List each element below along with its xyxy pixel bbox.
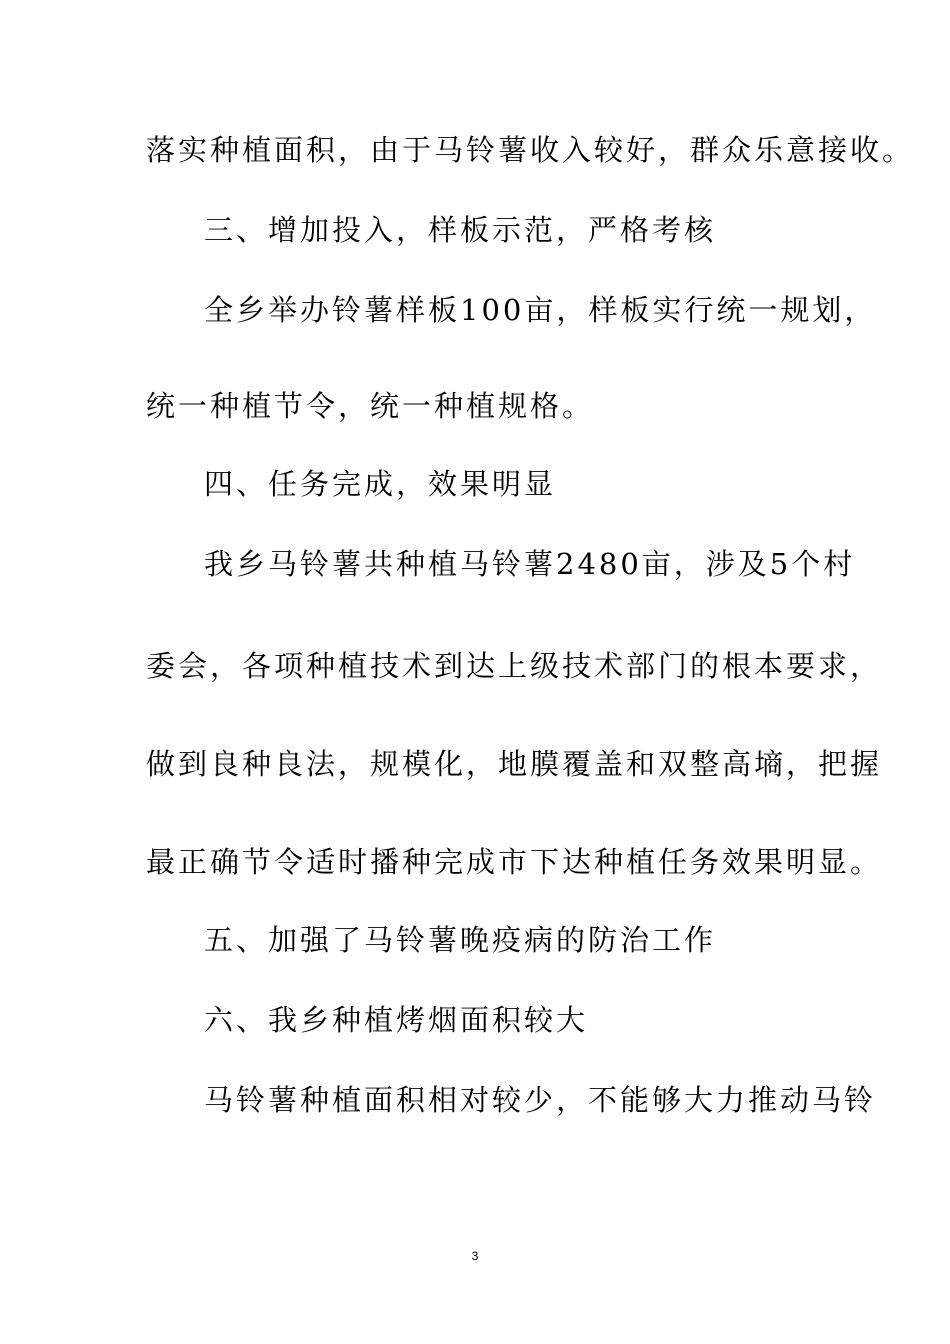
text-line: 我乡马铃薯共种植马铃薯2480亩，涉及5个村: [204, 547, 856, 581]
page-number: 3: [471, 1249, 479, 1263]
text-line: 最正确节令适时播种完成市下达种植任务效果明显。: [146, 845, 883, 879]
text-line: 做到良种良法，规模化，地膜覆盖和双整高墒，把握: [146, 747, 883, 781]
text-line: 马铃薯种植面积相对较少，不能够大力推动马铃: [204, 1083, 877, 1117]
text-line: 统一种植节令，统一种植规格。: [146, 389, 595, 423]
section-heading: 五、加强了马铃薯晚疫病的防治工作: [204, 923, 717, 957]
text-line: 落实种植面积，由于马铃薯收入较好，群众乐意接收。: [146, 133, 915, 167]
text-line: 委会，各项种植技术到达上级技术部门的根本要求，: [146, 649, 883, 683]
section-heading: 四、任务完成，效果明显: [204, 467, 557, 501]
section-heading: 三、增加投入，样板示范，严格考核: [204, 213, 717, 247]
section-heading: 六、我乡种植烤烟面积较大: [204, 1003, 589, 1037]
text-line: 全乡举办铃薯样板100亩，样板实行统一规划，: [204, 293, 877, 327]
